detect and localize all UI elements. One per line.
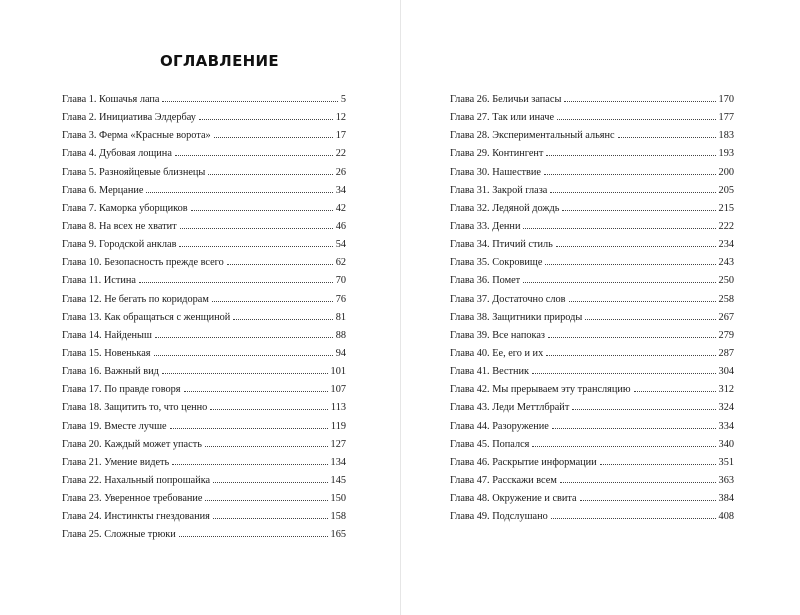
page-number: 17 — [335, 130, 346, 142]
dot-leader — [179, 536, 328, 537]
chapter-title: Глава 37. Достаточно слов — [450, 293, 566, 305]
dot-leader — [532, 446, 715, 447]
page-number: 193 — [718, 148, 734, 160]
chapter-title: Глава 41. Вестник — [450, 366, 529, 378]
page-number: 127 — [330, 438, 346, 450]
chapter-title: Глава 47. Расскажи всем — [450, 474, 557, 486]
dot-leader — [634, 391, 716, 392]
chapter-title: Глава 17. По правде говоря — [62, 384, 181, 396]
chapter-title: Глава 2. Инициатива Элдербау — [62, 112, 196, 124]
page-number: 26 — [335, 166, 346, 178]
page-number: 119 — [330, 420, 346, 432]
page-number: 215 — [718, 202, 734, 214]
chapter-title: Глава 6. Мерцание — [62, 184, 144, 196]
page-number: 351 — [718, 456, 734, 468]
chapter-title: Глава 18. Защитить то, что ценно — [62, 402, 208, 414]
chapter-title: Глава 40. Ее, его и их — [450, 347, 544, 359]
page-number: 12 — [335, 112, 346, 124]
dot-leader — [551, 518, 716, 519]
page-number: 22 — [335, 148, 346, 160]
chapter-title: Глава 11. Истина — [62, 275, 136, 287]
dot-leader — [162, 373, 328, 374]
dot-leader — [179, 246, 332, 247]
chapter-title: Глава 45. Попался — [450, 438, 530, 450]
page-number: 363 — [718, 474, 734, 486]
chapter-title: Глава 42. Мы прерываем эту трансляцию — [450, 384, 631, 396]
chapter-title: Глава 30. Нашествие — [450, 166, 541, 178]
page-number: 287 — [718, 347, 734, 359]
dot-leader — [172, 464, 327, 465]
page-number: 107 — [330, 384, 346, 396]
page-spread-divider — [400, 0, 401, 615]
toc-entry — [450, 164, 734, 182]
page-number: 183 — [718, 130, 734, 142]
toc-entry — [62, 254, 346, 272]
dot-leader — [585, 319, 715, 320]
toc-entry — [62, 436, 346, 454]
chapter-title: Глава 21. Умение видеть — [62, 456, 170, 468]
dot-leader — [562, 210, 715, 211]
toc-entry — [62, 182, 346, 200]
toc-entry — [62, 454, 346, 472]
page-number: 222 — [718, 220, 734, 232]
chapter-title: Глава 20. Каждый может упасть — [62, 438, 202, 450]
dot-leader — [546, 155, 715, 156]
toc-entry — [450, 327, 734, 345]
chapter-title: Глава 9. Городской анклав — [62, 239, 177, 251]
page-number: 340 — [718, 438, 734, 450]
chapter-title: Глава 14. Найденыш — [62, 329, 152, 341]
chapter-title: Глава 28. Экспериментальный альянс — [450, 130, 615, 142]
dot-leader — [199, 119, 333, 120]
page-number: 177 — [718, 112, 734, 124]
dot-leader — [532, 373, 716, 374]
toc-entry — [450, 254, 734, 272]
page-number: 243 — [718, 257, 734, 269]
dot-leader — [146, 192, 332, 193]
toc-entry — [450, 454, 734, 472]
page-number: 54 — [335, 239, 346, 251]
chapter-title: Глава 22. Нахальный попрошайка — [62, 474, 211, 486]
toc-entry — [450, 145, 734, 163]
dot-leader — [557, 119, 716, 120]
dot-leader — [618, 137, 716, 138]
chapter-title: Глава 33. Денни — [450, 220, 521, 232]
chapter-title: Глава 32. Ледяной дождь — [450, 202, 560, 214]
page-number: 88 — [335, 329, 346, 341]
toc-entry — [62, 200, 346, 218]
dot-leader — [162, 101, 337, 102]
dot-leader — [180, 228, 333, 229]
dot-leader — [139, 282, 333, 283]
dot-leader — [208, 174, 332, 175]
toc-entry — [450, 91, 734, 109]
toc-right-column — [450, 91, 734, 526]
dot-leader — [233, 319, 332, 320]
page-number: 200 — [718, 166, 734, 178]
page-number: 5 — [340, 94, 346, 105]
page-number: 205 — [718, 184, 734, 196]
dot-leader — [214, 137, 333, 138]
chapter-title: Глава 26. Беличьи запасы — [450, 94, 562, 105]
page-number: 113 — [330, 402, 346, 414]
toc-entry — [62, 272, 346, 290]
dot-leader — [580, 500, 716, 501]
toc-title: ОГЛАВЛЕНИЕ — [160, 52, 279, 70]
dot-leader — [175, 155, 333, 156]
chapter-title: Глава 27. Так или иначе — [450, 112, 555, 124]
chapter-title: Глава 35. Сокровище — [450, 257, 543, 269]
chapter-title: Глава 8. На всех не хватит — [62, 220, 177, 232]
chapter-title: Глава 46. Раскрытие информации — [450, 456, 597, 468]
toc-entry — [450, 418, 734, 436]
toc-entry — [450, 109, 734, 127]
dot-leader — [523, 228, 715, 229]
toc-entry — [62, 418, 346, 436]
page-number: 62 — [335, 257, 346, 269]
dot-leader — [205, 446, 328, 447]
toc-entry — [450, 363, 734, 381]
dot-leader — [155, 337, 333, 338]
dot-leader — [564, 101, 715, 102]
dot-leader — [213, 518, 328, 519]
toc-entry — [62, 472, 346, 490]
toc-entry — [450, 345, 734, 363]
chapter-title: Глава 34. Птичий стиль — [450, 239, 553, 251]
dot-leader — [550, 192, 715, 193]
page-number: 324 — [718, 402, 734, 414]
page-number: 134 — [330, 456, 346, 468]
toc-entry — [62, 526, 346, 544]
toc-entry — [62, 363, 346, 381]
page-number: 408 — [718, 511, 734, 523]
chapter-title: Глава 24. Инстинкты гнездования — [62, 511, 210, 523]
toc-entry — [450, 381, 734, 399]
page-number: 101 — [330, 366, 346, 378]
chapter-title: Глава 44. Разоружение — [450, 420, 549, 432]
dot-leader — [544, 174, 716, 175]
dot-leader — [569, 301, 716, 302]
chapter-title: Глава 19. Вместе лучше — [62, 420, 167, 432]
toc-left-column — [62, 91, 346, 545]
chapter-title: Глава 43. Леди Меттлбрайт — [450, 402, 570, 414]
dot-leader — [184, 391, 328, 392]
chapter-title: Глава 5. Разнояйцевые близнецы — [62, 166, 206, 178]
dot-leader — [560, 482, 716, 483]
toc-entry — [62, 490, 346, 508]
page-number: 46 — [335, 220, 346, 232]
toc-entry — [62, 109, 346, 127]
toc-entry — [62, 381, 346, 399]
dot-leader — [523, 282, 715, 283]
page-number: 334 — [718, 420, 734, 432]
dot-leader — [205, 500, 327, 501]
toc-entry — [450, 218, 734, 236]
page-number: 304 — [718, 366, 734, 378]
page-number: 70 — [335, 275, 346, 287]
toc-entry — [450, 472, 734, 490]
chapter-title: Глава 15. Новенькая — [62, 347, 151, 359]
toc-entry — [450, 272, 734, 290]
page-number: 81 — [335, 311, 346, 323]
chapter-title: Глава 48. Окружение и свита — [450, 493, 577, 505]
chapter-title: Глава 29. Контингент — [450, 148, 544, 160]
chapter-title: Глава 49. Подслушано — [450, 511, 548, 523]
chapter-title: Глава 31. Закрой глаза — [450, 184, 548, 196]
chapter-title: Глава 1. Кошачья лапа — [62, 94, 160, 105]
toc-entry — [62, 327, 346, 345]
dot-leader — [556, 246, 716, 247]
toc-entry — [450, 236, 734, 254]
dot-leader — [191, 210, 333, 211]
page-number: 76 — [335, 293, 346, 305]
chapter-title: Глава 3. Ферма «Красные ворота» — [62, 130, 211, 142]
dot-leader — [546, 355, 715, 356]
dot-leader — [154, 355, 333, 356]
toc-entry — [62, 345, 346, 363]
chapter-title: Глава 38. Защитники природы — [450, 311, 583, 323]
chapter-title: Глава 23. Уверенное требование — [62, 493, 203, 505]
chapter-title: Глава 12. Не бегать по коридорам — [62, 293, 209, 305]
toc-entry — [62, 127, 346, 145]
toc-entry — [450, 508, 734, 526]
toc-entry — [450, 436, 734, 454]
toc-entry — [62, 218, 346, 236]
page-number: 250 — [718, 275, 734, 287]
toc-entry — [450, 291, 734, 309]
page-number: 384 — [718, 493, 734, 505]
toc-entry — [450, 309, 734, 327]
page-number: 267 — [718, 311, 734, 323]
dot-leader — [210, 409, 328, 410]
chapter-title: Глава 10. Безопасность прежде всего — [62, 257, 224, 269]
toc-entry — [62, 399, 346, 417]
page-number: 94 — [335, 347, 346, 359]
toc-entry — [450, 127, 734, 145]
page-number: 145 — [330, 474, 346, 486]
toc-entry — [450, 490, 734, 508]
toc-entry — [62, 309, 346, 327]
page-number: 150 — [330, 493, 346, 505]
page-number: 258 — [718, 293, 734, 305]
page-number: 34 — [335, 184, 346, 196]
page-number: 312 — [718, 384, 734, 396]
toc-entry — [450, 182, 734, 200]
page-number: 170 — [718, 94, 734, 105]
toc-entry — [450, 399, 734, 417]
dot-leader — [213, 482, 327, 483]
dot-leader — [600, 464, 716, 465]
chapter-title: Глава 4. Дубовая лощина — [62, 148, 172, 160]
dot-leader — [170, 428, 328, 429]
dot-leader — [227, 264, 333, 265]
toc-entry — [450, 200, 734, 218]
toc-entry — [62, 145, 346, 163]
chapter-title: Глава 36. Помет — [450, 275, 521, 287]
toc-entry — [62, 164, 346, 182]
toc-entry — [62, 91, 346, 109]
page-number: 279 — [718, 329, 734, 341]
dot-leader — [548, 337, 716, 338]
page-number: 42 — [335, 202, 346, 214]
chapter-title: Глава 7. Каморка уборщиков — [62, 202, 188, 214]
page-number: 165 — [330, 529, 346, 541]
chapter-title: Глава 16. Важный вид — [62, 366, 159, 378]
chapter-title: Глава 39. Все напоказ — [450, 329, 545, 341]
toc-entry — [62, 508, 346, 526]
chapter-title: Глава 13. Как обращаться с женщиной — [62, 311, 231, 323]
dot-leader — [545, 264, 715, 265]
dot-leader — [572, 409, 715, 410]
toc-entry — [62, 291, 346, 309]
page-number: 158 — [330, 511, 346, 523]
dot-leader — [552, 428, 716, 429]
page-number: 234 — [718, 239, 734, 251]
toc-entry — [62, 236, 346, 254]
chapter-title: Глава 25. Сложные трюки — [62, 529, 176, 541]
dot-leader — [212, 301, 333, 302]
